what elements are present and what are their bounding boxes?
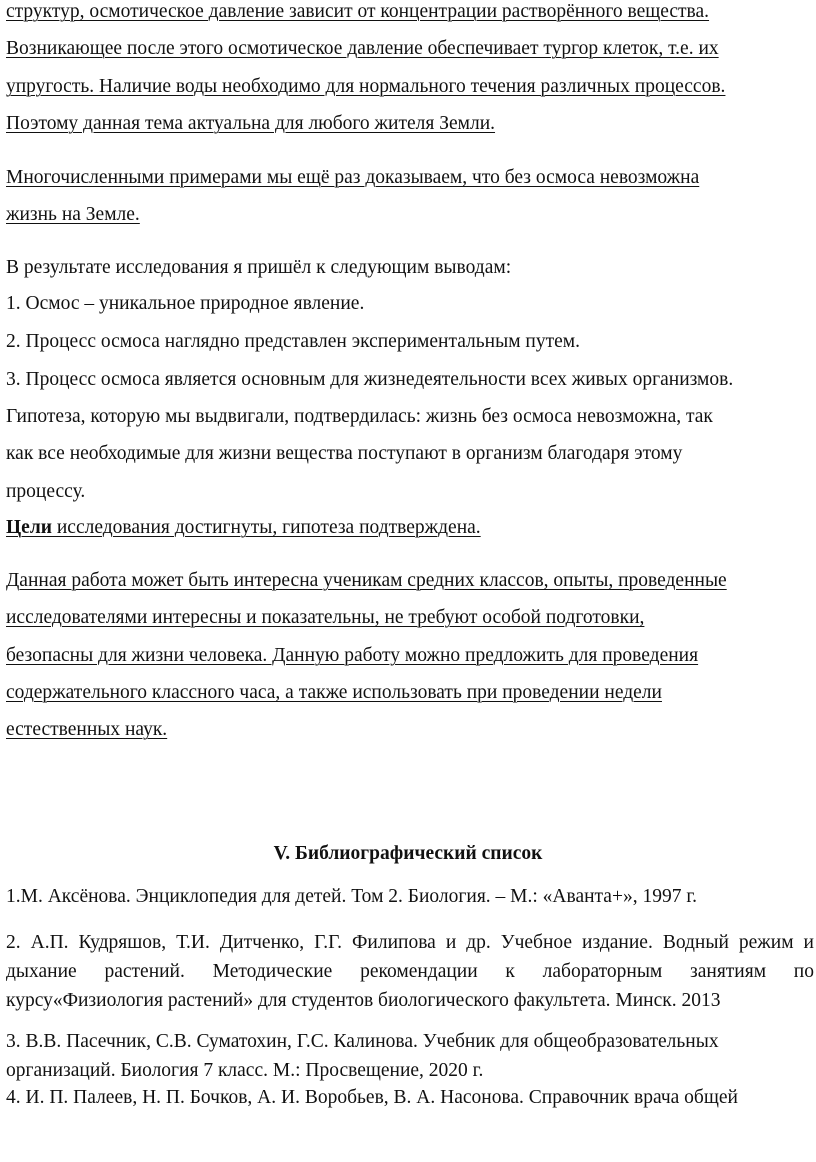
goals-line — [6, 516, 481, 540]
results-intro: В результате исследования я пришёл к следующим выводам: — [6, 257, 512, 278]
finding-item: 2. Процесс осмоса наглядно представлен экспериментальным путем. — [6, 331, 580, 352]
bibliography-entry: 1.М. Аксёнова. Энциклопедия для детей. Том 2. Биология. – М.: «Аванта+», 1997 г. — [6, 886, 698, 907]
finding-item: 3. Процесс осмоса является основным для жизнедеятельности всех живых организмов. — [6, 369, 734, 390]
conclusion-line: Возникающее после этого осмотическое давление обеспечивает тургор клеток, т.е. их — [6, 38, 719, 59]
goals-bold: Цели — [6, 517, 52, 538]
hypothesis-line: как все необходимые для жизни вещества поступают в организм благодаря этому — [6, 443, 683, 464]
hypothesis-line: процессу. — [6, 481, 86, 502]
goals-rest: исследования достигнуты, гипотеза подтверждена. — [52, 517, 481, 538]
bibliography-entry: 3. В.В. Пасечник, С.В. Суматохин, Г.С. Калинова. Учебник для общеобразовательных организаций. Биология 7 класс. М.: Просвещение, 2020 г. — [6, 1031, 719, 1081]
hypothesis-line: Гипотеза, которую мы выдвигали, подтвердилась: жизнь без осмоса невозможна, так — [6, 406, 713, 427]
finding-item: 1. Осмос – уникальное природное явление. — [6, 293, 365, 314]
usage-line: безопасны для жизни человека. Данную работу можно предложить для проведения — [6, 645, 699, 666]
usage-line: исследователями интересны и показательны, не требуют особой подготовки, — [6, 607, 645, 628]
conclusion-line: Поэтому данная тема актуальна для любого жителя Земли. — [6, 113, 496, 134]
usage-line: содержательного классного часа, а также использовать при проведении недели — [6, 682, 662, 703]
conclusion-line: структур, осмотическое давление зависит от концентрации растворённого вещества. — [6, 1, 710, 22]
examples-line: жизнь на Земле. — [6, 204, 140, 225]
usage-line: естественных наук. — [6, 719, 168, 740]
bibliography-heading: V. Библиографический список — [273, 843, 543, 864]
conclusion-line: упругость. Наличие воды необходимо для нормального течения различных процессов. — [6, 76, 726, 97]
bibliography-entry: 2. А.П. Кудряшов, Т.И. Дитченко, Г.Г. Филипова и др. Учебное издание. Водный режим и дыхание растений. Методические рекомендации к лабораторным занятиям по курсу«Физиология растений» для студентов биологического факультета. Минск. 2013 — [6, 932, 814, 1011]
usage-line: Данная работа может быть интересна ученикам средних классов, опыты, проведенные — [6, 570, 727, 591]
bibliography-entry: 4. И. П. Палеев, Н. П. Бочков, А. И. Воробьев, В. А. Насонова. Справочник врача общей — [6, 1087, 738, 1108]
examples-line: Многочисленными примерами мы ещё раз доказываем, что без осмоса невозможна — [6, 167, 700, 188]
